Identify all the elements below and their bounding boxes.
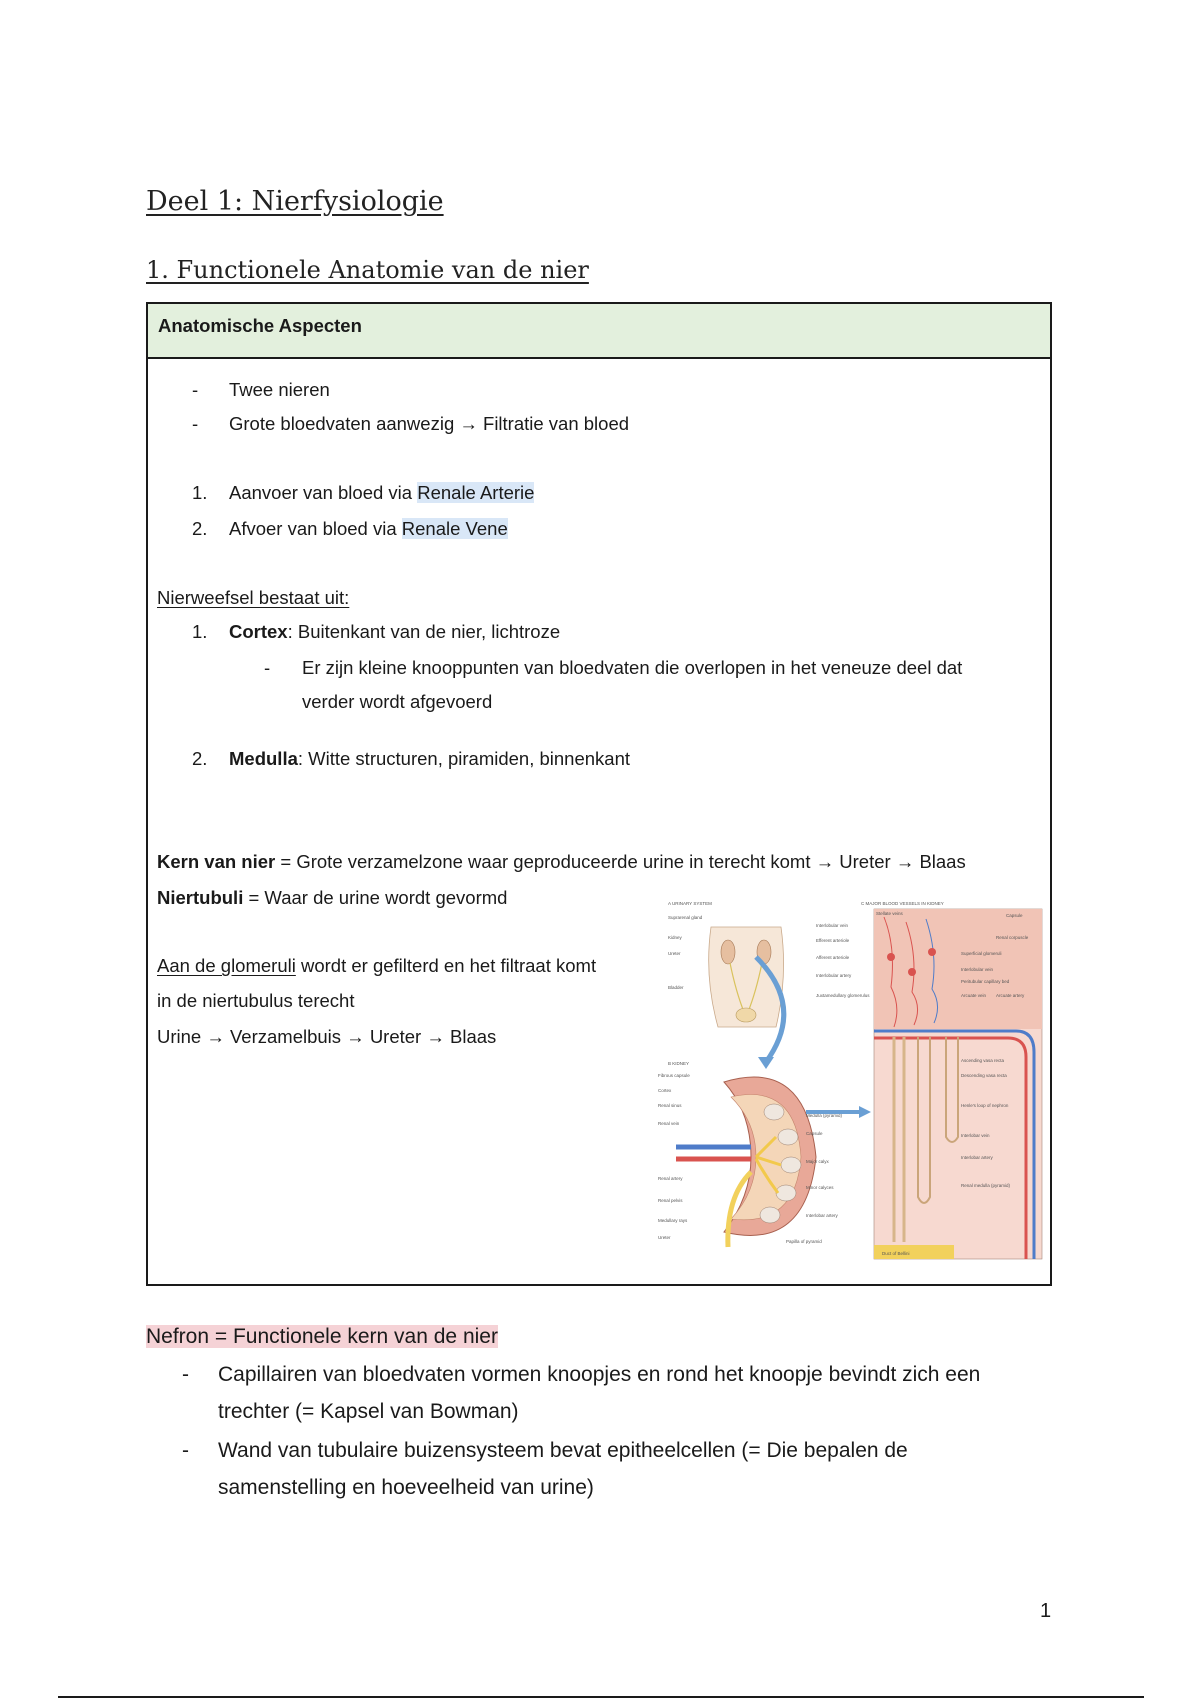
label-c: Duct of Bellini	[882, 1251, 910, 1256]
medulla-item	[229, 748, 630, 770]
nefron-item-line1: Capillairen van bloedvaten vormen knoopjes en rond het knoopje bevindt zich een	[218, 1363, 981, 1386]
panel-a-title: A URINARY SYSTEM	[668, 901, 712, 906]
label-c: Arcuate artery	[996, 993, 1025, 998]
pyramid	[781, 1157, 801, 1173]
cortex-term: Cortex	[229, 621, 288, 642]
flow-item	[229, 518, 508, 540]
label-c: Interlobular artery	[816, 973, 852, 978]
renal-artery-highlight: Renale Arterie	[417, 482, 535, 503]
label-c: Descending vasa recta	[961, 1073, 1007, 1078]
label-b: Renal vein	[658, 1121, 680, 1126]
pyramid	[760, 1207, 780, 1223]
label-b: Cortex	[658, 1088, 672, 1093]
arrowhead-right	[859, 1106, 871, 1118]
kidney-diagram	[656, 897, 1046, 1265]
kern-line	[157, 851, 966, 873]
tubuli-text: = Waar de urine wordt gevormd	[243, 887, 508, 908]
label-c: Afferent arteriole	[816, 955, 850, 960]
medulla-term: Medulla	[229, 748, 298, 769]
label-a: Suprarenal gland	[668, 915, 703, 920]
page-number: 1	[1040, 1600, 1052, 1622]
pyramid	[776, 1185, 796, 1201]
arrowhead-down	[758, 1057, 774, 1069]
bullet-marker: -	[192, 379, 199, 400]
renal-vein-highlight: Renale Vene	[401, 518, 508, 539]
tissue-number: 2.	[192, 748, 208, 769]
glomeruli-line	[157, 955, 596, 977]
flow-number: 1.	[192, 482, 208, 503]
label-b: Medulla (pyramid)	[806, 1113, 843, 1118]
glomeruli-text: wordt er gefilterd en het filtraat komt	[295, 955, 597, 976]
tubuli-line	[157, 887, 507, 909]
label-b: Medullary rays	[658, 1218, 688, 1223]
flow-item	[229, 482, 534, 504]
label-a: Ureter	[668, 951, 681, 956]
nefron-item-line1: Wand van tubulaire buizensysteem bevat epitheelcellen (= Die bepalen de	[218, 1439, 908, 1462]
panel-b-title: B KIDNEY	[668, 1061, 690, 1066]
nefron-bullet-marker: -	[182, 1363, 189, 1386]
label-b: Renal artery	[658, 1176, 683, 1181]
label-b: Renal pelvis	[658, 1198, 683, 1203]
pyramid	[778, 1129, 798, 1145]
label-c: Interlobular vein	[961, 967, 994, 972]
panel-c-title: C MAJOR BLOOD VESSELS IN KIDNEY	[861, 901, 944, 906]
label-b: Ureter	[658, 1235, 671, 1240]
kern-text: = Grote verzamelzone waar geproduceerde urine in terecht komt → Ureter → Blaas	[275, 851, 966, 872]
label-b: Fibrous capsule	[658, 1073, 690, 1078]
nefron-heading: Nefron = Functionele kern van de nier	[146, 1325, 498, 1348]
label-b: Interlobar artery	[806, 1213, 838, 1218]
tissue-heading: Nierweefsel bestaat uit:	[157, 587, 350, 608]
bullet-text: Twee nieren	[229, 379, 330, 400]
label-c: Interlobar artery	[961, 1155, 993, 1160]
glomerulus	[908, 968, 916, 976]
flow-text: Afvoer van bloed via	[229, 518, 402, 539]
cortex-sub-line1: Er zijn kleine knooppunten van bloedvaten die overlopen in het veneuze deel dat	[302, 657, 963, 678]
medulla-text: : Witte structuren, piramiden, binnenkant	[297, 748, 631, 769]
bladder-shape	[736, 1008, 756, 1022]
label-c: Stellate veins	[876, 911, 903, 916]
label-b: Major calyx	[806, 1159, 829, 1164]
label-c: Renal medulla (pyramid)	[961, 1183, 1011, 1188]
urine-path: Urine → Verzamelbuis → Ureter → Blaas	[157, 1026, 497, 1047]
label-c: Interlobular vein	[816, 923, 849, 928]
label-b: Papilla of pyramid	[786, 1239, 822, 1244]
cortex-zone	[874, 909, 1042, 1029]
label-b: Renal sinus	[658, 1103, 682, 1108]
nefron-item-line2: trechter (= Kapsel van Bowman)	[218, 1400, 519, 1423]
kern-term: Kern van nier	[157, 851, 276, 872]
label-c: Efferent arteriole	[816, 938, 850, 943]
bullet-text: Grote bloedvaten aanwezig → Filtratie van bloed	[229, 413, 630, 434]
tissue-number: 1.	[192, 621, 208, 642]
label-b: Minor calyces	[806, 1185, 834, 1190]
label-c: Interlobar vein	[961, 1133, 990, 1138]
flow-number: 2.	[192, 518, 208, 539]
label-c: Arcuate vein	[961, 993, 987, 998]
glomeruli-line2: in de niertubulus terecht	[157, 990, 355, 1011]
footer-divider	[58, 1696, 1144, 1698]
label-c: Ascending vasa recta	[961, 1058, 1005, 1063]
table-header: Anatomische Aspecten	[148, 304, 1050, 359]
table-body	[148, 359, 1050, 1284]
nefron-bullet-marker: -	[182, 1439, 189, 1462]
bullet-marker: -	[192, 413, 199, 434]
anatomy-table	[146, 302, 1052, 1286]
label-c: Peritubular capillary bed	[961, 979, 1010, 984]
document-title: Deel 1: Nierfysiologie	[146, 186, 444, 217]
sub-bullet-marker: -	[264, 657, 271, 678]
pyramid	[764, 1104, 784, 1120]
glomerulus	[887, 953, 895, 961]
label-c: Superficial glomeruli	[961, 951, 1002, 956]
label-a: Bladder	[668, 985, 684, 990]
glomerulus	[928, 948, 936, 956]
tubuli-term: Niertubuli	[157, 887, 244, 908]
cortex-text: : Buitenkant van de nier, lichtroze	[287, 621, 561, 642]
nefron-item-line2: samenstelling en hoeveelheid van urine)	[218, 1476, 594, 1499]
label-c: Renal corpuscle	[996, 935, 1029, 940]
left-kidney-small	[721, 940, 735, 964]
cortex-sub-line2: verder wordt afgevoerd	[302, 691, 493, 712]
section-title: 1. Functionele Anatomie van de nier	[146, 256, 589, 284]
cortex-item	[229, 621, 560, 643]
label-c: Juxtamedullary glomerulus	[816, 993, 870, 998]
label-c: Henle's loop of nephron	[961, 1103, 1009, 1108]
glomeruli-term: Aan de glomeruli	[157, 955, 296, 976]
flow-text: Aanvoer van bloed via	[229, 482, 418, 503]
label-c: Capsule	[1006, 913, 1023, 918]
label-a: Kidney	[668, 935, 682, 940]
label-b: Capsule	[806, 1131, 823, 1136]
